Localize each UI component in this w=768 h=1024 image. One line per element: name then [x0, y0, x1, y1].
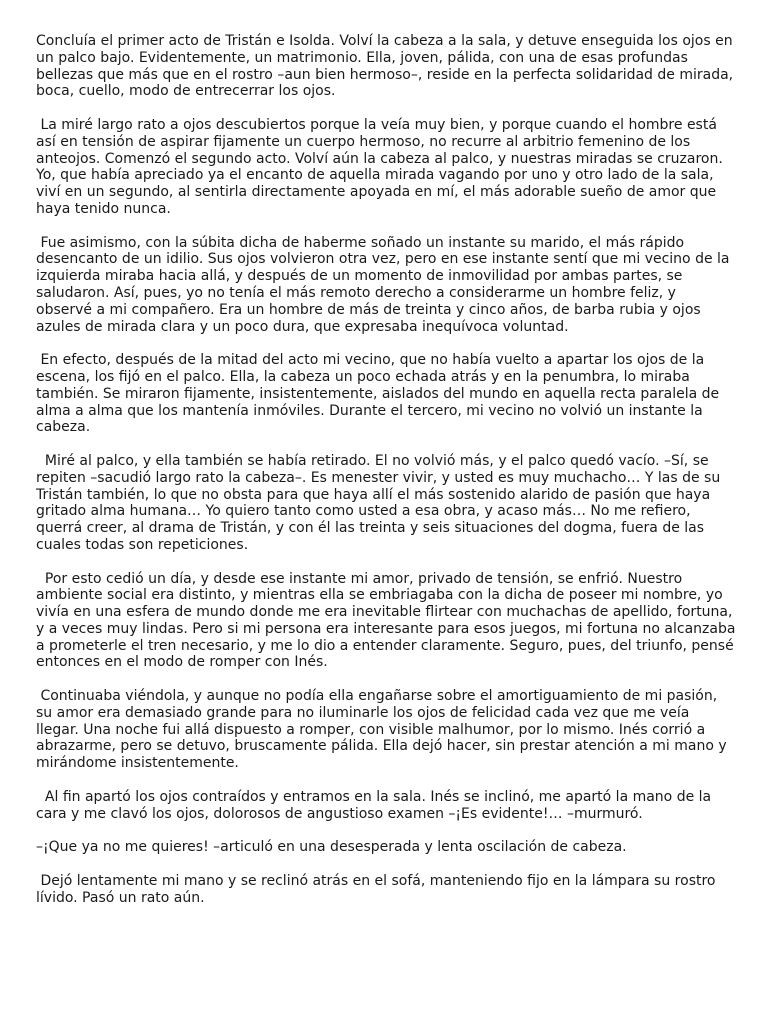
document-body [36, 33, 740, 923]
paragraph: Por esto cedió un día, y desde ese instante mi amor, privado de tensión, se enfrió. Nuestro ambiente social era distinto, y mientras ella se embriagaba con la dicha de poseer mi nombre, yo vivía en una esfera de mundo donde me era inevitable flirtear con muchachas de apellido, fortuna, y a veces muy lindas. Pero si mi persona era interesante para esos juegos, mi fortuna no alcanzaba a prometerle el tren necesario, y me lo dio a entender claramente. Seguro, pues, del triunfo, pensé entonces en el modo de romper con Inés. [36, 570, 740, 671]
paragraph: En efecto, después de la mitad del acto mi vecino, que no había vuelto a apartar los ojos de la escena, los fijó en el palco. Ella, la cabeza un poco echada atrás y en la penumbra, lo miraba también. Se miraron fijamente, insistentemente, aislados del mundo en aquella recta paralela de alma a alma que los mantenía inmóviles. Durante el tercero, mi vecino no volvió un instante la cabeza. [36, 352, 724, 436]
paragraph: Dejó lentamente mi mano y se reclinó atrás en el sofá, manteniendo fijo en la lámpara su rostro lívido. Pasó un rato aún. [36, 872, 720, 906]
paragraph: Fue asimismo, con la súbita dicha de haberme soñado un instante su marido, el más rápido desencanto de un idilio. Sus ojos volvieron otra vez, pero en ese instante sentí que mi vecino de la izquierda miraba hacia allá, y después de un momento de inmovilidad por ambas partes, se saludaron. Así, pues, yo no tenía el más remoto derecho a considerarme un hombre feliz, y observé a mi compañero. Era un hombre de más de treinta y cinco años, de barba rubia y ojos azules de mirada clara y un poco dura, que expresaba inequívoca voluntad. [36, 234, 734, 335]
paragraph: La miré largo rato a ojos descubiertos porque la veía muy bien, y porque cuando el hombre está así en tensión de aspirar fijamente un cuerpo hermoso, no recurre al arbitrio femenino de los anteojos. Comenzó el segundo acto. Volví aún la cabeza al palco, y nuestras miradas se cruzaron. Yo, que había apreciado ya el encanto de aquella mirada vagando por uno y otro lado de la sala, viví en un segundo, al sentirla directamente apoyada en mí, el más adorable sueño de amor que haya tenido nunca. [36, 116, 728, 217]
paragraph: Continuaba viéndola, y aunque no podía ella engañarse sobre el amortiguamiento de mi pasión, su amor era demasiado grande para no iluminarle los ojos de felicidad cada vez que me veía llegar. Una noche fui allá dispuesto a romper, con visible malhumor, por lo mismo. Inés corrió a abrazarme, pero se detuvo, bruscamente pálida. Ella dejó hacer, sin prestar atención a mi mano y mirándome insistentemente. [36, 688, 732, 772]
paragraph: Miré al palco, y ella también se había retirado. El no volvió más, y el palco quedó vacío. –Sí, se repiten –sacudió largo rato la cabeza–. Es menester vivir, y usted es muy muchacho… Y las de su Tristán también, lo que no obsta para que haya allí el más sostenido alarido de pasión que haya gritado alma humana… Yo quiero tanto como usted a esa obra, y acaso más… No me refiero, querrá creer, al drama de Tristán, y con él las treinta y seis situaciones del dogma, fuera de las cuales todas son repeticiones. [36, 452, 725, 553]
paragraph: Concluía el primer acto de Tristán e Isolda. Volví la cabeza a la sala, y detuve enseguida los ojos en un palco bajo. Evidentemente, un matrimonio. Ella, joven, pálida, con una de esas profundas bellezas que más que en el rostro –aun bien hermoso–, reside en la perfecta solidaridad de mirada, boca, cuello, modo de entrecerrar los ojos. [36, 33, 738, 100]
paragraph: Al fin apartó los ojos contraídos y entramos en la sala. Inés se inclinó, me apartó la mano de la cara y me clavó los ojos, dolorosos de angustioso examen –¡Es evidente!… –murmuró. [36, 788, 716, 822]
paragraph: –¡Que ya no me quieres! –articuló en una desesperada y lenta oscilación de cabeza. [36, 839, 627, 856]
